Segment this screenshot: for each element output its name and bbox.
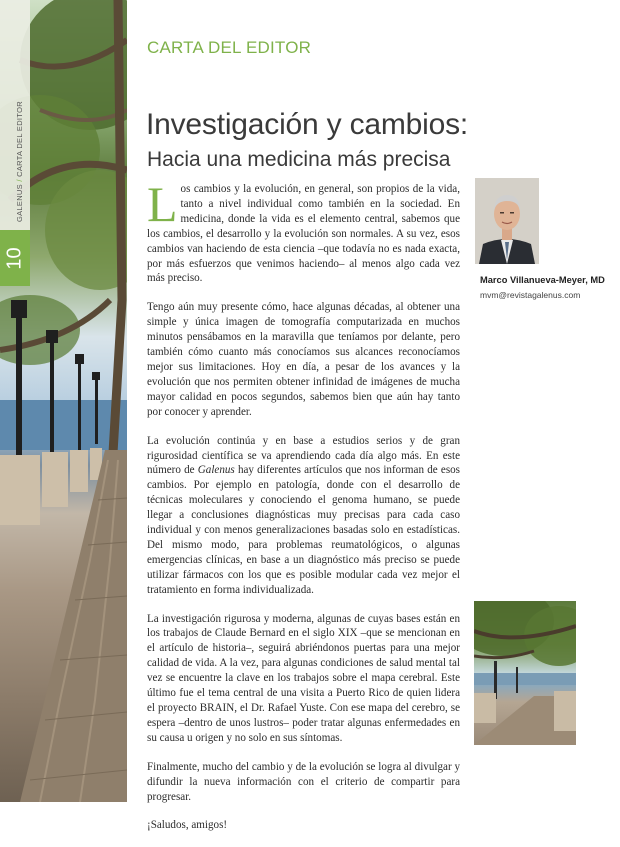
article-title: Investigación y cambios:: [146, 108, 469, 141]
walkway-photo: [474, 601, 576, 745]
author-portrait: [475, 178, 539, 264]
section-label: CARTA DEL EDITOR: [147, 38, 312, 57]
paragraph-1-text: os cambios y la evolución, en general, son propios de la vida, tanto a nivel individual como también en la sociedad. En medicina, donde la vida es el elemento central, sabemos que los cambios, el desarrollo y la evolución son normales. A su vez, esos cambios van haciendo de esta ciencia –que todavía no es nada exacta, por más esfuerzos que venimos haciendo– al menos algo cada vez más preciso.: [147, 183, 460, 285]
paragraph-3-start: La evolución continúa y en base a estudios serios y de gran rigurosidad científica se va aprendiendo cada día algo más. En este número de: [147, 434, 460, 477]
page-number-text: 10: [3, 246, 26, 270]
page-number: [0, 230, 30, 286]
sidebar-section-label: [15, 101, 24, 222]
article-subtitle: Hacia una medicina más precisa: [147, 148, 451, 171]
magazine-title-italic: Galenus: [197, 464, 235, 477]
walkway-illustration: [474, 601, 576, 745]
paragraph-3: [147, 434, 460, 598]
drop-cap: L: [147, 176, 178, 232]
author-photo: [475, 178, 539, 264]
paragraph-1: [147, 176, 460, 286]
paragraph-5: Finalmente, mucho del cambio y de la evolución se logra al divulgar y difundir la nueva información con el criterio de compartir para progresar.: [147, 760, 460, 803]
article-body: [147, 176, 460, 847]
author-name: Marco Villanueva-Meyer, MD: [480, 275, 605, 285]
author-email[interactable]: mvm@revistagalenus.com: [480, 290, 581, 300]
closing-greeting: ¡Saludos, amigos!: [147, 819, 228, 832]
separator: /: [15, 179, 24, 182]
magazine-name: GALENUS: [15, 184, 24, 222]
section-name: CARTA DEL EDITOR: [15, 101, 24, 177]
paragraph-3-end: hay diferentes artículos que nos informan de esos cambios. Por ejemplo en patología, donde con el desarrollo de técnicas moleculares y conociendo el genoma humano, se puede llegar a conclusiones diagnósticas muy precisas para cada caso individual y con menos generalizaciones basadas solo en estadísticas. Del mismo modo, para problemas reumatológicos, o algunas emergencias clínicas, en base a un diagnóstico más preciso se puede utilizar fármacos con los que es posible modular cada vez mejor el tratamiento en forma individualizada.: [147, 464, 460, 596]
paragraph-2: Tengo aún muy presente cómo, hace algunas décadas, al obtener una simple y única imagen de tomografía computarizada en muchos minutos pensábamos en la maravilla que teníamos por delante, pero también cómo cuanto más conocíamos sus alcances reconocíamos mejor sus limitaciones. Hoy en día, a pesar de los avances y la evolución que nos permiten obtener infinidad de imágenes de mucha mayor calidad en pocos segundos, sabemos bien que aún hay tanto por conocer y aprender.: [147, 301, 460, 418]
paragraph-4: La investigación rigurosa y moderna, algunas de cuyas bases están en los trabajos de Claude Bernard en el siglo XIX –que se mencionan en el artículo de historia–, seguirá abriéndonos puertas para una mejor calidad de vida. A la vez, para algunas condiciones de salud mental tal vez se encuentre la clave en los trabajos sobre el mapa cerebral. Este último fue el tema central de una visita a Puerto Rico de quien lidera el proyecto BRAIN, el Dr. Rafael Yuste. Con ese mapa del cerebro, se espera –dentro de unos lustros– poder tratar algunas enfermedades en su causa u origen y no solo en sus síntomas.: [147, 612, 460, 744]
